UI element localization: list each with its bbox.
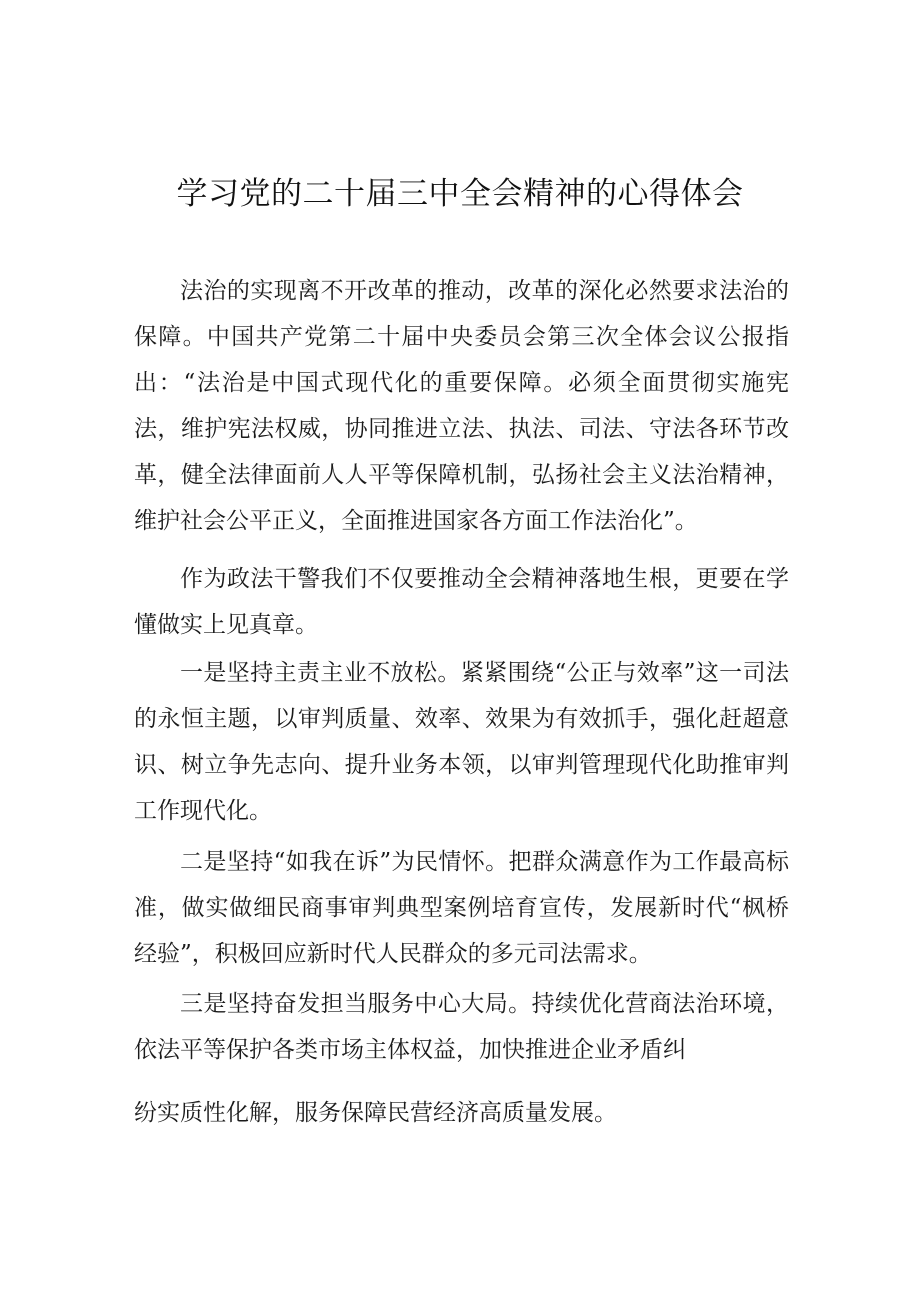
paragraph-5-block — [134, 981, 789, 1073]
paragraph-5: 三是坚持奋发担当服务中心大局。持续优化营商法治环境，依法平等保护各类市场主体权益，加快推进企业矛盾纠 — [134, 991, 789, 1063]
paragraph-4: 二是坚持“如我在诉”为民情怀。把群众满意作为工作最高标准，做实做细民商事审判典型案例培育宣传，发展新时代“枫桥经验”，积极回应新时代人民群众的多元司法需求。 — [134, 849, 789, 967]
paragraph-4-block — [134, 839, 789, 977]
paragraph-1: 法治的实现离不开改革的推动，改革的深化必然要求法治的保障。中国共产党第二十届中央委员会第三次全体会议公报指出：“法治是中国式现代化的重要保障。必须全面贯彻实施宪法，维护宪法权威，协同推进立法、执法、司法、守法各环节改革，健全法律面前人人平等保障机制，弘扬社会主义法治精神，维护社会公平正义，全面推进国家各方面工作法治化”。 — [134, 278, 789, 534]
paragraph-2: 作为政法干警我们不仅要推动全会精神落地生根，更要在学懂做实上见真章。 — [134, 566, 789, 638]
paragraph-2-block — [134, 556, 789, 648]
document-title: 学习党的二十届三中全会精神的心得体会 — [176, 176, 744, 212]
paragraph-3-block — [134, 650, 789, 834]
paragraph-3: 一是坚持主责主业不放松。紧紧围绕“公正与效率”这一司法的永恒主题，以审判质量、效率、效果为有效抓手，强化赶超意识、树立争先志向、提升业务本领，以审判管理现代化助推审判工作现代化。 — [134, 660, 789, 824]
paragraph-5-continuation: 纷实质性化解，服务保障民营经济高质量发展。 — [134, 1100, 617, 1126]
paragraph-1-block — [134, 268, 789, 544]
